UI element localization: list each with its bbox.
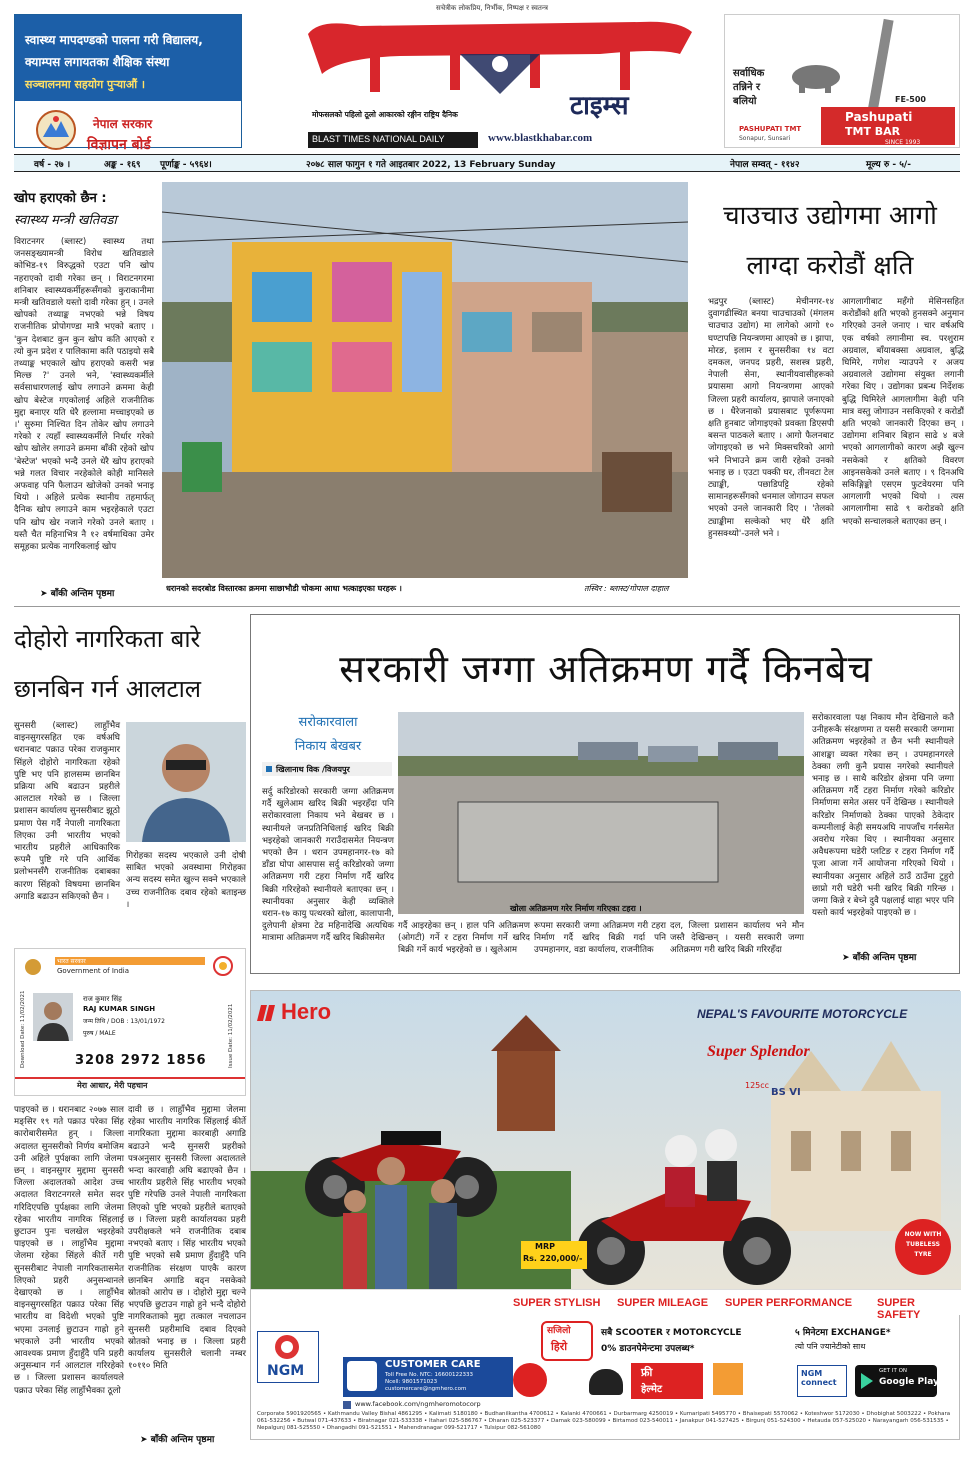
story4-caption: खोला अतिक्रमण गरेर निर्माण गरिएका टहरा । [510, 904, 642, 913]
left-ad-org1: नेपाल सरकार [93, 117, 153, 131]
story4-col-b: गर्दै आइरहेका छन् । हाल पनि अतिक्रमण (ओगटी) गर्ने र टहरा निर्माण गर्ने खरिद बिक्री गर्ने कार्य भइरहेको छ । खुलेआम [398, 921, 530, 956]
customer-care-line2: Ncell: 9801571023 [385, 1379, 438, 1385]
hero-feature-1: SUPER STYLISH [513, 1297, 601, 1309]
story3-col-top: सुनसरी (ब्लास्ट) लाहुाँभैव वाइनसुगरसहित एक वर्षअघि धरानबाट पक्राउ परेका राजकुमार सिंहले दोहोरो नागरिकता रहेको पुष्टि भए पनि हालसम्म छानबिन प्रक्रिया अघि बढाउन प्रहरीले आलटाल गरेको छ । जिल्ला प्रशासन कार्यालय सुनसरीबाट झूठो प्रमाण पेस गर्दै नेपाली नागरिकता लिएका उनी भारतीय भएको भारतीय प्रहरीले आधिकारिक रूपमै पुष्टि गरे पनि आर्थिक प्रलोभनसँगै राजनीतिक दबाबका कारण सिंहको विषयमा छानबिन अगाडि बढाउन सकिएको छैन । [14, 721, 120, 902]
right-ad-brand1: PASHUPATI TMT [739, 125, 802, 133]
story2-col2: आगलागीबाट महँगो मेसिनसहित करोडौंको क्षति भएको हुनसक्ने अनुमान गरिएको उनले जनाए । चार वर्षअघि एक वर्षको लगानीमा स्व. परशुराम अग्रवाल, बाँयाबक्सा अग्रवाल, बुद्धि घिमिरे, गणेश न्याउपने र अजय अग्रवालले उद्योगमा संयुक्त लगानी गरेका थिए । उद्योगका प्रबन्ध निर्देशक बुद्धि घिमिरेले आगलागीमा केही पनि मात्र वस्तु जोगाउन नसकिएको र करोडौं क्षति भएको जानकारी दिएका छन् । उद्योगमा शनिबार बिहान साढे ४ बजे भएको आगलागीको कारण अझै खुल्न नसकेको र क्षतिको विवरण आइनसकेको उनले बताए । ९ दिनअघि सकिङ्गिङ्को एसएम फुटवेयरमा पनि आगलागी भएको थियो । त्यस आगलागीमा साढे ९ करोडको क्षति भएको सन्चालकले बताएका छन् । [842, 297, 964, 527]
masthead-website[interactable]: www.blastkhabar.com [488, 132, 593, 144]
google-play-label: Google Play [879, 1377, 939, 1387]
hero-bike-right [561, 1131, 801, 1291]
masthead-logo-text [300, 22, 700, 23]
hero-mrp-label: MRP [535, 1242, 555, 1251]
photo1-credit: तस्विर : ब्लास्ट/गोपाल दाहाल [584, 584, 669, 593]
hero-model: Super Splendor [707, 1043, 810, 1060]
hero-feature-2: SUPER MILEAGE [617, 1297, 709, 1309]
story1-body: विराटनगर (ब्लास्ट) स्वास्थ्य तथा जनसङ्ख्यामन्त्री विरोध खतिवडाले कोभिड-१९ विरुद्धको एउटा पनि खोप नहराएको दावी गरेका छन् । विराटनगरमा शनिबार स्वास्थ्यकर्मीहरूसँगको कुराकानीमा मन्त्री खतिवडाले यस्तो दावी गरेका हुन् । उनले खोपको तथ्याङ्क नभएको भन्ने विषय राजनीतिक प्रोपोगण्डा मात्रै भएको बताए । 'कुन देशबाट कुन कुन खोप कति आएको र त्यो कुन प्रदेश र पालिकामा कति पठाइयो सबै तथ्याङ्क भएकाले खोप हराएको कसरी भन्न मिल्छ ?' उनले भने, 'स्वास्थ्यकर्मीले सर्वसाधारणलाई खोप लगाउने क्रममा केही खोप बेस्टेज गएकोलाई अहिले राजनीतिक मुद्दा बनाएर यति धेरै हल्लामा मच्चाइएको छ ।' सुरुमा निश्चित दिन तोकेर खोप लगाउने गरेको र त्यहाँ स्वास्थ्यकर्मीले निर्धार गरेको खोप खोलेर लगाउने क्रममा बाँकी रहेको खोप 'बेस्टेज' भएको भन्दै उनले धेरै खोप हराएको भन्ने गलत विचार नरहेकोले कोही मानिसले अफवाह पनि फैलाउन खोजेको उनको भनाइ थियो । अहिले प्रत्येक स्थानीय तहमार्फत् दैनिक खोप लगाउने काम भइरहेकाले एउटा पनि खोप खेर नजाने गरेको उनले बताए । यस्तै चैत महिनाभित्र नै १२ वर्षमाथिका उमेर समूहका प्रत्येक नागरिकलाई खोप [14, 237, 154, 553]
facebook-icon [343, 1401, 351, 1409]
hero-address: Corporate 5901920565 • Kathmandu Valley Bishal 4861295 • Kalimati 5180180 • Budhanilkantha 4700612 • Kalanki 4700661 • Durbarmarg 4250019 • Kumaripati 5495770 • Bhaisepati 5570062 • Koteshwor 5172030 • Dhobighat 5003222 • Pokhara 061-532256 • Butwal 071-437633 • Biratnagar 021-533338 • Itahari 025-586767 • Dharan 025-523377 • Damak 023-580099 • Birtamod 023-540011 • Janakpur 041-527425 • Birgunj 051-524300 • Hetauda 057-525020 • Narayangarh 056-531535 • Nepalgunj 081-525550 • Dhangadhi 091-521551 • Mahendranagar 099-521717 • Tulsipur 082-561080 [257, 1411, 951, 1431]
hero-family [331, 1141, 491, 1291]
hero-feature-4: SUPER SAFETY [877, 1297, 921, 1321]
aadhaar-card [14, 948, 246, 1096]
arrow-icon: ➤ [842, 953, 853, 963]
story1-kicker: खोप हराएको छैन : [14, 191, 107, 206]
story3-more[interactable] [140, 1432, 260, 1445]
story3-col-b1: पाइएको छ । धरानबाट २०७७ साल मङ्सिर १९ गते पक्राउ परेका सिंह कारोबारीसमेत हुन् । जिल्ला अदालत सुनसरीको निर्णय बमोजिम उनी अहिले पुर्पक्षका लागि जेलमा छन् । वाइनसुगर मुद्दामा सुनसरी जिल्ला अदालतको आदेश उच्च अदालत विराटनगरले समेत सदर गरिदिएपछि पुर्पक्षका लागि जेलमा रहेका भारतीय नागरिक सिंहलाई छुटाउन पुनः चलखेल भइरहेको पाइएको छ । लाहुाँभैव मुद्दामा जेलमा रहेका सिंहले कीर्ते गरी सुनसरीबाट नेपाली नागरिकतासमेत लिएको प्रहरी अनुसन्धानले देखाएको छ । लाहुाँभैव वाइनसुगरसहित पक्राउ परेका सिंह भारतीय वा विदेशी भएको पुष्टि भएमा उनलाई छुटाउन गाह्रो हुने भएकाले उनी भारतीय भएको आवश्यक प्रमाण हुँदाहुँदै पनि प्रहरी अनुसन्धान गर्न आलटाल गरिरहेको छ । जिल्ला प्रशासन कार्यालयले पक्राउ परेका सिंह लाहुाँभैवका ठूलो [14, 1105, 124, 1396]
play-icon [861, 1373, 873, 1389]
story1-more-label: बाँकी अन्तिम पृष्ठमा [50, 589, 115, 599]
masthead-english-name: BLAST TIMES NATIONAL DAILY [312, 134, 445, 144]
card-name-en: RAJ KUMAR SINGH [83, 1005, 156, 1013]
story2-headline2: लाग्दा करोडौं क्षति [746, 251, 914, 281]
hero-offer-brand1: सजिलो [547, 1326, 571, 1336]
dateline-price: मूल्य रु - ५/- [866, 160, 911, 170]
hero-model-sub: 125cc [745, 1081, 770, 1090]
masthead-slogan: मोफसलको पहिलो ठूलो आकारको रङ्गीन राष्ट्रिय दैनिक [312, 110, 458, 119]
hero-features-bar [251, 1289, 961, 1315]
card-name-hi: राज कुमार सिंह [83, 995, 122, 1003]
right-ad-rod [866, 19, 893, 119]
hero-mrp: Rs. 220,000/- [523, 1254, 583, 1263]
story4-sub1: सरोकारवाला [298, 715, 358, 730]
arrow-icon: ➤ [140, 1435, 151, 1445]
right-ad-brand2-sub: TMT BAR [845, 125, 901, 138]
photo1-caption: धरानको सदरबोड विस्तारका क्रममा साछाभौडी चोकमा आधा भत्काइएका घरहरू । [166, 584, 402, 593]
nepal-emblem [35, 109, 77, 151]
story4-col-right: सरोकारवाला पक्ष निकाय मौन देखिनाले कतै उनीहरूकै संरक्षणमा त यसरी सरकारी जग्गामा अतिक्रमण भइरहेको त छैन भनी स्थानीयले आशङ्का व्यक्त गरेका छन् । उपमहानगरले ठेक्का लगी कुनै प्रयास नगरेको स्थानीयले भनाइ छ । साथै करिडोर क्षेत्रमा पनि जग्गा अतिक्रमण गर्दै टहरा निर्माण गरेको करिडोर निर्माणमा समेत असर पर्ने देखिन्छ । स्थानीयले करिडोर निर्माणको ठेक्का पाएको ठेकेदार कम्पनीलाई केही समयअघि नापजाँच गर्नसमेत अवरोध गरेका थिए । स्थानीयका अनुसार अवैधरूपमा घडेरी प्लटिङ र टहरा निर्माण गर्दै पूजा आजा गर्ने आयोजना गरिएको थियो । स्थानीयका अनुसार अहिले ठाउँ ठाउँमा टुहुरो छाप्रो गरी घडेरी भनी खरिद बिक्री गरिन्छ । जग्गा किन्ने र बेच्ने दुवै पक्षलाई थाहा भएर पनि यस्तो कार्य भइरहेको पाइएको छ । [812, 713, 954, 919]
story3-col-right-of-photo: गिरोहका सदस्य भएकाले उनी दोषी साबित भएको अवस्थामा गिरोहका अन्य सदस्य समेत खुल्न सक्ने भएकाले उच्च राजनीतिक दबाव रहेको बताइन्छ । [126, 851, 246, 910]
get-it-on: GET IT ON [879, 1368, 908, 1374]
customer-care-title: CUSTOMER CARE [385, 1359, 481, 1370]
left-ad-box [14, 14, 242, 153]
masthead-tagline: सचेत्रीक लोकप्रिय, निर्भीक, निष्पक्ष र स्वतन्त्र [436, 4, 548, 12]
right-ad-line2: तन्निने र [733, 82, 761, 93]
left-ad-line1: स्वास्थ्य मापदण्डको पालना गरी विद्यालय, [25, 33, 203, 47]
hero-badge3: TYRE [914, 1251, 932, 1258]
hero-tagline: NEPAL'S FAVOURITE MOTORCYCLE [697, 1007, 908, 1021]
customer-care-email: customercare@ngmhero.com [385, 1386, 467, 1392]
masthead-subtitle: टाइम्स [570, 91, 629, 121]
story4-col-d: दल, जिल्ला प्रशासन कार्यालय भने मौन जस्तै देखिन्छन् । यसरी सरकारी जग्गा अतिक्रमण गरी खरिद बिक्री गरिरहँदा [670, 921, 804, 956]
hero-badge1: NOW WITH [904, 1231, 942, 1238]
right-ad-line3: बलियो [733, 96, 757, 107]
story1-headline: स्वास्थ्य मन्त्री खतिवडा [14, 213, 117, 228]
story3-more-label: बाँकी अन्तिम पृष्ठमा [150, 1435, 215, 1445]
hero-brand: Hero [281, 999, 332, 1024]
card-number: 3208 2972 1856 [75, 1053, 207, 1068]
story3-col-b2: दावी छ । लाहुाँभैव मुद्दामा जेलमा रहेका भारतीय नागरिक सिंहलाई कीर्ते नागरिकता मुद्दामा कारबाही अगाडि बढाउने भन्दै सुनसरी प्रहरीको पत्रअनुसार सुनसरी जिल्ला अदालतले भन्दा कारवाही अघि बढाएको छैन । भारतीय प्रहरीले सिंह भारतीय भएको पुष्टि गरेपछि उनले नेपाली नागरिकता लिएको पुष्टि भएको प्रहरीले बताएको छ । जिल्ला प्रहरी कार्यालयका प्रहरी उपरीक्षकले भने राजनीतिक दबाब नभएको बताए । सिंह भारतीय भएको पुष्टि भएको सबै प्रमाण हुँदाहुँदै पनि राजनीतिक संरक्षण पाएकै कारण छानबिन अगाडि बढ्न नसकेको स्रोतको आरोप छ । दोहोरो मुद्दा चल्ने भएपछि छुटाउन गाह्रो हुने भन्दै दोहोरो नागरिकताको मुद्दा तत्काल नचलाउन सुनसरी प्रहरीमाथि दबाव दिएको स्रोतको भनाइ छ । जिल्ला प्रहरी कार्यालय सुनसरीले चलानी नम्बर १०११० मिति [128, 1105, 246, 1372]
hero-logo-icon [257, 1003, 277, 1023]
hero-offer-brand2: हिरो [551, 1340, 568, 1353]
aadhaar-logo [209, 955, 237, 977]
customer-care-icon [347, 1361, 377, 1391]
story3-headline2: छानबिन गर्न आलटाल [14, 675, 202, 703]
right-ad-product: FE-500 [895, 95, 926, 104]
story2-col1: भद्रपुर (ब्लास्ट) मेचीनगर-१४ दुवागढीस्थित बनया चाउचाउको (मंगलम चाउचाउ उद्योग) मा लागेको आगो १० घण्टापछि नियन्त्रणमा आएको छ । झापा, मोरङ, इलाम र सुनसरीका १४ वटा दमकल, जनपद प्रहरी, सशस्त्र प्रहरी, नेपाली सेना, स्थानीयवासीहरूको प्रयासमा आगो नियन्त्रणमा आएको जिल्ला प्रहरी कार्यालय, झापाले जनाएको छ । धैरेजनाको प्रयासबाट पूर्णरूपमा क्षति हुनबाट जोगाइएको प्रवक्ता डिएसपी बसन्त पाठकले बताए । आगो फैलनबाट जोगाइएको छ भने मिक्सचरिको आगो भने निभाउने क्रम जारी रहेको उनको भनाइ छ । एउटा पक्की घर, तीनवटा टेल ट्याङ्की, पछाडिपट्टि रहेको सामानहरूसँगको धनमाल जोगाउन सफल भएको उनले जानकारी दिए । 'तेलको ट्याङ्कीमा सल्केको भए धेरै क्षति हुनसक्थ्यो'-उनले भने । [708, 297, 834, 539]
card-motto: मेरा आधार, मेरी पहचान [77, 1081, 148, 1090]
dateline-serial: पूर्णाङ्क - ५९६४। [160, 160, 212, 170]
card-download: Download Date: 11/02/2021 [20, 990, 26, 1068]
left-ad-line3: सञ्चालनमा सहयोग पुऱ्याऔं । [25, 78, 146, 91]
dateline-issue: अङ्क - १६९ [104, 160, 141, 170]
right-ad-brand2: Pashupati [845, 110, 913, 124]
facebook-link[interactable]: www.facebook.com/ngmheromotocorp [355, 1400, 481, 1408]
card-photo [33, 993, 73, 1041]
photo-encroachment [398, 712, 804, 914]
byline-marker-icon [266, 766, 272, 772]
photo-buildings [162, 182, 688, 578]
card-emblem [23, 957, 43, 977]
right-ad-brand1-sub: Sonapur, Sunsari [739, 135, 791, 142]
nine-badge-icon [513, 1363, 547, 1397]
ngm-logo: NGM [267, 1363, 305, 1379]
right-ad-box [724, 14, 960, 148]
story4-col-a: सर्दु करिडोरको सरकारी जग्गा अतिक्रमण गर्दै खुलेआम खरिद बिक्री भइरहँदा पनि सरोकारवाला निकाय भने बेखबर छ । स्थानीयले जनप्रतिनिधिलाई खरिद बिक्री भइरहेको जानकारी गराउँदासमेत नियन्त्रण भएको छैन । धरान उपमहानगर-१७ को डाँडा घोपा आसपास सर्दु करिडोरको जग्गा अतिक्रमण गरी टहरा निर्माण गर्दै खरिद बिक्री गरिरहेको स्थानीयले बताएका छन् । स्थानीयका अनुसार केही व्यक्तिले धरान-१७ कायु पत्थरको खोला, कालापानी, दुलेपानी क्षेत्रमा टेढ महिनादेखि अत्यधिक मात्रामा अतिक्रमण गर्दै खरिद बिक्रीसमेत [262, 787, 394, 944]
dateline-year: वर्ष - २७ । [34, 160, 71, 170]
card-country-en: Government of India [57, 967, 130, 975]
hero-badge2: TUBELESS [906, 1241, 940, 1248]
hero-offer-text1: सबै SCOOTER र MOTORCYCLE [601, 1328, 742, 1338]
left-ad-org2: विज्ञापन बोर्ड [87, 137, 151, 153]
hero-feature-3: SUPER PERFORMANCE [725, 1297, 853, 1309]
card-issue: Issue Date: 11/02/2021 [228, 1003, 234, 1068]
hero-offer-text2: 0% डाउनपेमेन्टमा उपलब्ध* [601, 1344, 695, 1354]
hero-ad [250, 990, 960, 1440]
story4-byline: खिलानाथ विक /विजयपुर [276, 765, 350, 774]
dateline-era: नेपाल सम्वत् - ११४२ [730, 160, 800, 170]
elephant-icon [781, 55, 851, 95]
card-gender: पुरुष / MALE [83, 1030, 116, 1037]
helmet-label: हेल्मेट [641, 1384, 663, 1395]
hero-exchange1: ५ मिनेटमा EXCHANGE* [795, 1328, 891, 1338]
section-divider [14, 606, 960, 607]
left-ad-line2: क्याम्पस लगायतका शैक्षिक संस्था [25, 55, 170, 69]
card-country-hi: भारत सरकार [57, 958, 86, 965]
hero-bs: BS VI [771, 1087, 801, 1098]
dateline-date: २०७८ साल फागुन १ गते आइतबार 2022, 13 February Sunday [306, 160, 556, 170]
hero-exchange2: त्यो पनि ज्यानेटीको साथ [795, 1342, 866, 1351]
right-ad-line1: सर्वाधिक [733, 68, 765, 79]
ngm-connect: NGM connect [801, 1369, 837, 1387]
customer-care-line1: Toll Free No. NTC: 16600122333 [385, 1372, 473, 1378]
card-dob: जन्म तिथि / DOB : 13/01/1972 [83, 1018, 165, 1025]
ngm-emblem-icon [271, 1333, 303, 1361]
story4-col-c: रूपमा सरकारी जग्गा अतिक्रमण गरी टहरा निर्माण गर्दै खरिद बिक्री गर्दा पनि उपमहानगर, वडा कार्यालय, राजनीतिक [534, 921, 666, 956]
story4-more-label: बाँकी अन्तिम पृष्ठमा [852, 953, 917, 963]
story1-more[interactable] [40, 586, 160, 599]
free-label: फ्री [641, 1366, 653, 1379]
story4-headline: सरकारी जग्गा अतिक्रमण गर्दै किनबेच [339, 647, 873, 691]
helmet-icon [589, 1369, 623, 1395]
story4-more[interactable] [842, 950, 962, 963]
story4-sub2: निकाय बेखबर [294, 739, 362, 754]
story3-headline1: दोहोरो नागरिकता बारे [14, 625, 201, 653]
arrow-icon: ➤ [40, 589, 51, 599]
right-ad-since: SINCE 1993 [885, 139, 921, 146]
five-badge-icon [713, 1363, 743, 1395]
story2-headline1: चाउचाउ उद्योगमा आगो [723, 201, 937, 231]
person-photo [126, 722, 246, 842]
